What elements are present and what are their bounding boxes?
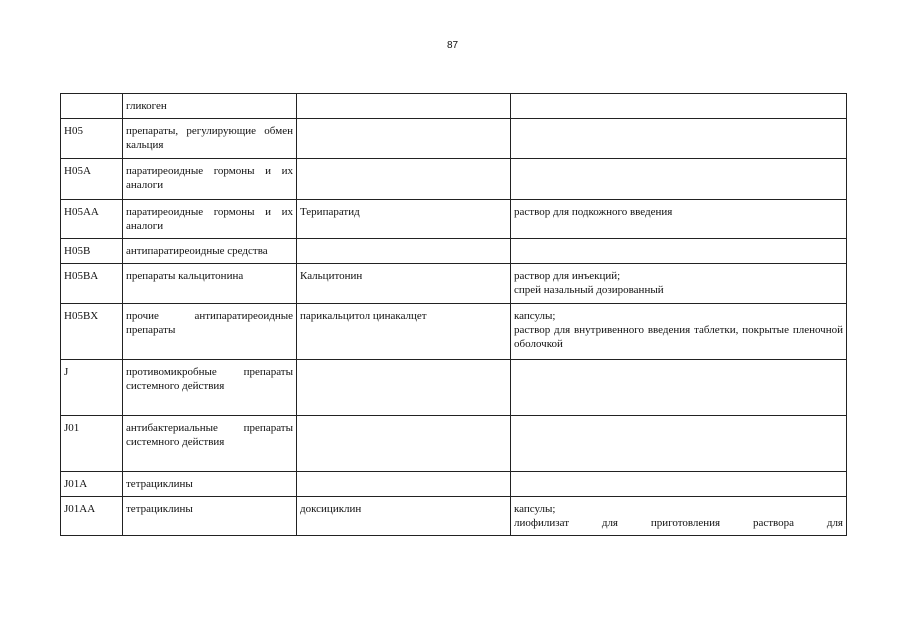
dosage-form-line: раствор для внутривенного введения таблетки, покрытые пленочной оболочкой (514, 324, 843, 350)
drug-name-cell (297, 239, 511, 264)
table-row (61, 497, 847, 536)
group-name-cell: тетрациклины (123, 497, 297, 536)
group-name-cell: антибактериальные препараты системного действия (123, 416, 297, 472)
drug-name-cell: доксициклин (297, 497, 511, 536)
dosage-form-cell (511, 264, 847, 304)
group-name-cell: прочие антипаратиреоидные препараты (123, 304, 297, 360)
dosage-form-cell (511, 497, 847, 536)
drug-name-cell: парикальцитол цинакалцет (297, 304, 511, 360)
group-name-cell: паратиреоидные гормоны и их аналоги (123, 200, 297, 239)
atc-drug-table (60, 93, 847, 536)
table-row (61, 304, 847, 360)
atc-code-cell: J (61, 360, 123, 416)
group-name-cell: препараты кальцитонина (123, 264, 297, 304)
group-name-cell: паратиреоидные гормоны и их аналоги (123, 159, 297, 200)
dosage-form-cell (511, 94, 847, 119)
dosage-form-cell (511, 200, 847, 239)
drug-name-cell (297, 472, 511, 497)
dosage-form-line: капсулы; (514, 503, 556, 515)
table-row (61, 264, 847, 304)
drug-name-cell (297, 159, 511, 200)
atc-code-cell: H05A (61, 159, 123, 200)
dosage-form-line: капсулы; (514, 310, 556, 322)
dosage-form-cell (511, 360, 847, 416)
dosage-form-cell (511, 416, 847, 472)
group-name-cell: антипаратиреоидные средства (123, 239, 297, 264)
table-row (61, 159, 847, 200)
atc-code-cell: H05 (61, 119, 123, 159)
group-name-cell: противомикробные препараты системного действия (123, 360, 297, 416)
dosage-form-line: спрей назальный дозированный (514, 284, 664, 296)
page-number: 87 (446, 40, 459, 51)
table-row (61, 416, 847, 472)
group-name-cell: гликоген (123, 94, 297, 119)
atc-code-cell: J01A (61, 472, 123, 497)
dosage-form-cell (511, 159, 847, 200)
atc-code-cell: H05BA (61, 264, 123, 304)
drug-name-cell (297, 119, 511, 159)
dosage-form-cell (511, 472, 847, 497)
atc-code-cell: H05BX (61, 304, 123, 360)
drug-name-cell (297, 94, 511, 119)
table-row (61, 239, 847, 264)
drug-name-cell (297, 416, 511, 472)
dosage-form-line: лиофилизат для приготовления раствора для (514, 517, 843, 529)
drug-name-cell: Кальцитонин (297, 264, 511, 304)
atc-code-cell: J01 (61, 416, 123, 472)
atc-code-cell: H05B (61, 239, 123, 264)
dosage-form-line: раствор для подкожного введения (514, 206, 673, 218)
atc-code-cell: H05AA (61, 200, 123, 239)
table-row (61, 472, 847, 497)
group-name-cell: тетрациклины (123, 472, 297, 497)
drug-name-cell: Терипаратид (297, 200, 511, 239)
dosage-form-cell (511, 304, 847, 360)
dosage-form-cell (511, 119, 847, 159)
table-row (61, 360, 847, 416)
atc-code-cell: J01AA (61, 497, 123, 536)
dosage-form-line: раствор для инъекций; (514, 270, 621, 282)
group-name-cell: препараты, регулирующие обмен кальция (123, 119, 297, 159)
table-row (61, 94, 847, 119)
drug-name-cell (297, 360, 511, 416)
table-row (61, 119, 847, 159)
dosage-form-cell (511, 239, 847, 264)
table-row (61, 200, 847, 239)
atc-code-cell (61, 94, 123, 119)
